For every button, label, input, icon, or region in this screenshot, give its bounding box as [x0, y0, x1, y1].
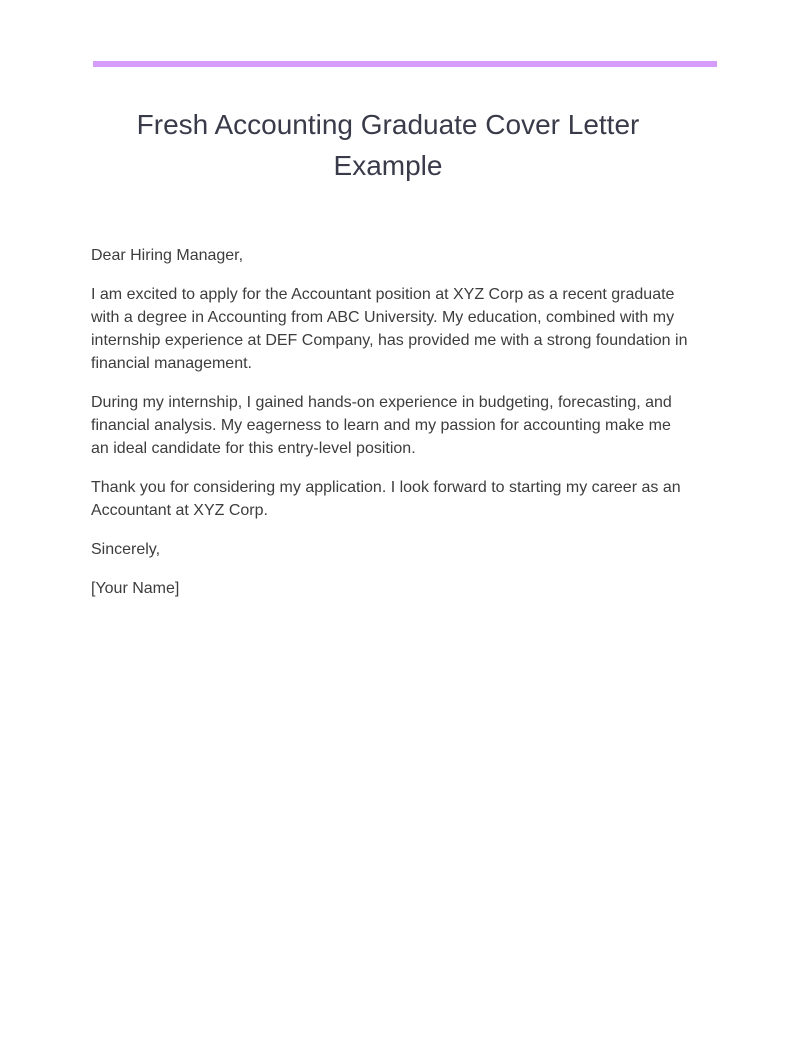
signature: [Your Name]	[91, 580, 180, 597]
paragraph-thanks: Thank you for considering my application. I look forward to starting my career as an Accountant at XYZ Corp.	[91, 479, 681, 519]
paragraph-intro: I am excited to apply for the Accountant position at XYZ Corp as a recent graduate with a degree in Accounting from ABC University. My education, combined with my internship experience at DEF Company, has provided me with a strong foundation in financial management.	[91, 286, 688, 372]
accent-bar	[93, 61, 717, 67]
letter-body	[91, 244, 691, 616]
page-title: Fresh Accounting Graduate Cover Letter Example	[136, 109, 640, 181]
salutation: Dear Hiring Manager,	[91, 247, 244, 264]
closing: Sincerely,	[91, 541, 161, 558]
paragraph-experience: During my internship, I gained hands-on experience in budgeting, forecasting, and financial analysis. My eagerness to learn and my passion for accounting make me an ideal candidate for this entry-level position.	[91, 394, 672, 457]
